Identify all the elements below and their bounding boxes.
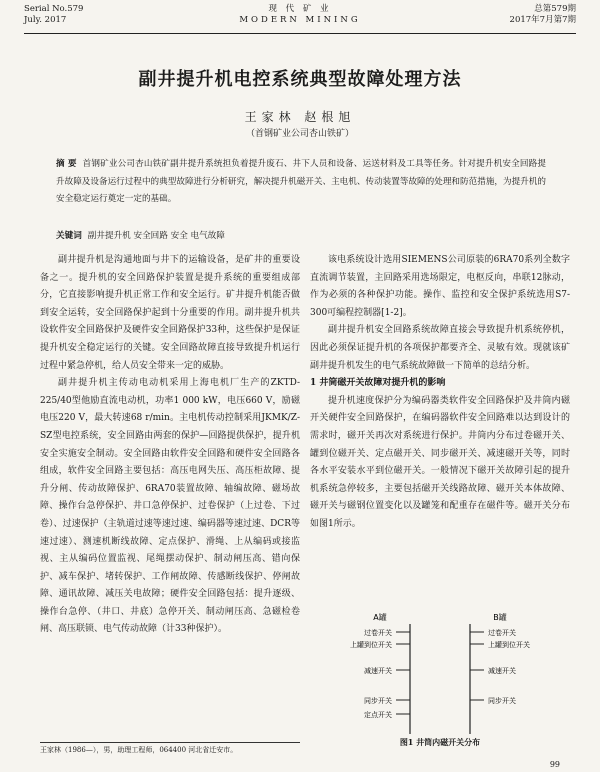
right-switch-label: 减速开关 xyxy=(488,667,516,675)
serial-number: Serial No.579 xyxy=(24,4,84,14)
right-switch-label: 上罐到位开关 xyxy=(488,641,530,649)
issue-info: 2017年7月第7期 xyxy=(509,15,576,25)
left-switch-label: 同步开关 xyxy=(364,697,392,705)
section-heading: 1 井筒磁开关故障对提升机的影响 xyxy=(310,378,446,389)
journal-name xyxy=(24,4,576,26)
left-switch-label: 过卷开关 xyxy=(364,629,392,637)
journal-name-en: MODERN MINING xyxy=(239,15,361,25)
authors: 王家林 赵根旭 xyxy=(244,110,356,124)
shaft-switch-diagram xyxy=(330,610,570,736)
page-number: 99 xyxy=(549,760,560,769)
paragraph: 副井提升机主传动电动机采用上海电机厂生产的ZKTD-225/40型他励直流电动机，功率1 000 kW，电压660 V，励磁电压220 V，最大转速68 r/min。主电机传动控制采用JKMK/Z-SZ型电控系统，安全回路由两套的保护—回路提供保护，提升机安全实施安全制动。安全回路由软件安全回路和硬件安全回路各组成，软件安全回路主要包括：高压电网失压、高压柜故障、提升分闸、传动故障保护、6RA70装置故障、轴编故障、磁场故障、操作台急停保护、井口急停保护、过卷保护（上过卷、下过卷）、过速保护（主轨道过速等速过速、编码器等速过速、DCR等速过速）、测速机断线故障、定点保护、滑绳、上从编码或接监视、主从编码位置监视、尾绳摆动保护、制动闸压高、错向保护、减车保护、堵转保护、工作闸故障、传感断线保护、停闸故障、通讯故障、减压关电故障；硬件安全回路包括：提升逐级、操作台急停、（井口、井底）急停开关、制动闸压高、急磁检卷闸、高压联锁、电气传动故障（计33种保护）。 xyxy=(40,378,300,635)
figure-1 xyxy=(330,610,570,748)
right-column xyxy=(310,252,570,534)
left-switch-label: 减速开关 xyxy=(364,667,392,675)
issue-date: July. 2017 xyxy=(24,15,67,25)
right-switch-label: 过卷开关 xyxy=(488,629,516,637)
header-right xyxy=(510,4,576,26)
total-issue: 总第579期 xyxy=(534,4,576,14)
right-switch-label: 同步开关 xyxy=(488,697,516,705)
left-cage-header: A罐 xyxy=(373,613,387,622)
paragraph: 副井提升机安全回路系统故障直接会导致提升机系统停机，因此必须保证提升机的各项保护都要齐全、灵敏有效。现就该矿副井提升机发生的电气系统故障做一下简单的总结分析。 xyxy=(310,325,570,371)
page-header xyxy=(24,4,576,36)
left-switch-label: 上罐到位开关 xyxy=(350,641,392,649)
abstract xyxy=(56,156,546,209)
keywords-label: 关键词 xyxy=(56,231,82,241)
paragraph: 该电系统设计选用SIEMENS公司原装的6RA70系列全数字直流调节装置，主回路采用选场限定，电枢反向，串联12脉动，作为必须的各种保护功能。操作、监控和安全保护系统选用S7-300可编程控制器[1-2]。 xyxy=(310,255,570,318)
abstract-label: 摘 要 xyxy=(56,159,77,169)
paper-title: 副井提升机电控系统典型故障处理方法 xyxy=(138,69,462,90)
figure-caption: 图1 井筒内磁开关分布 xyxy=(399,737,481,747)
affiliation: （首钢矿业公司杏山铁矿） xyxy=(245,129,354,139)
abstract-text: 首钢矿业公司杏山铁矿副井提升系统担负着提升废石、井下人员和设备、运送材料及工具等任务。针对提升机安全回路提升故障及设备运行过程中的典型故障进行分析研究，解决提升机磁开关、主电机、传动装置等故障的处理和防范措施，为提升机的安全稳定运行奠定一定的基础。 xyxy=(56,159,546,204)
right-cage-header: B罐 xyxy=(493,613,507,622)
keywords xyxy=(56,228,546,245)
paragraph: 提升机速度保护分为编码器类软件安全回路保护及井筒内磁开关硬件安全回路保护，在编码器软件安全回路难以达到设计的需求时，磁开关再次对系统进行保护。井筒内分布过卷磁开关、罐到位磁开关、定点磁开关、同步磁开关、减速磁开关等，同时各水平安装水平到位磁开关。一般情况下磁开关故障引起的提升机系统急停较多，主要包括磁开关线路故障、磁开关本体故障、磁开关与磁钢位置变化以及罐笼和配重存在磁件等。磁开关分布如图1所示。 xyxy=(310,395,570,529)
header-rule xyxy=(24,33,576,34)
paragraph: 副井提升机是沟通地面与井下的运输设备，是矿井的重要设备之一。提升机的安全回路保护装置是提升系统的重要组成部分，它直接影响提升机正常工作和安全运行。矿井提升机能否做到安全运转，安全回路保护起到十分重要的作用。副井提升机共设软件安全回路保护及硬件安全回路保护33种，这些保护是保证提升机安全稳定运行的关键。安全回路故障直接导致提升机运行过程中紧急停机，给人员安全带来一定的威胁。 xyxy=(40,255,300,371)
keywords-text: 副井提升机 安全回路 安全 电气故障 xyxy=(87,231,225,241)
left-column xyxy=(40,252,300,639)
footnote: 王家林（1986—），男，助理工程师，064400 河北省迁安市。 xyxy=(40,742,300,755)
left-switch-label: 定点开关 xyxy=(364,711,392,719)
journal-name-cn: 现 代 矿 业 xyxy=(268,4,332,14)
